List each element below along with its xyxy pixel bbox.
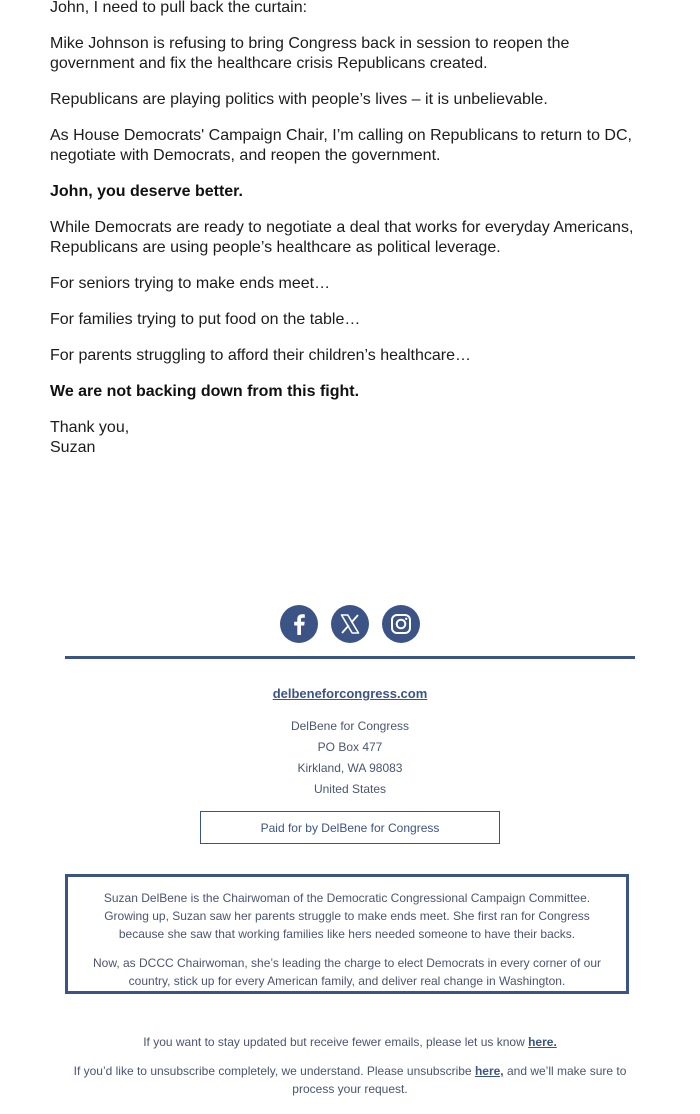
facebook-icon[interactable]	[280, 605, 318, 643]
email-paragraph: For seniors trying to make ends meet…	[50, 275, 331, 292]
bio-paragraph: Now, as DCCC Chairwoman, she’s leading the charge to elect Democrats in every corner of our country, stick up for every American family, and deliver real change in Washington.	[92, 956, 601, 988]
email-paragraph: For parents struggling to afford their children’s healthcare…	[50, 347, 471, 364]
email-paragraph-bold: We are not backing down from this fight.	[50, 383, 360, 400]
unsubscribe-note	[65, 1062, 635, 1098]
website-link[interactable]: delbeneforcongress.com	[272, 686, 428, 701]
address-line: PO Box 477	[317, 740, 383, 754]
email-paragraph: As House Democrats' Campaign Chair, I’m calling on Republicans to return to DC, negotiate with Democrats, and reopen the government.	[50, 127, 632, 164]
email-paragraph: John, I need to pull back the curtain:	[50, 0, 308, 16]
social-links	[0, 605, 700, 643]
email-paragraph-bold: John, you deserve better.	[50, 183, 243, 200]
unsubscribe-text-after: and we’ll make sure to process your request.	[292, 1064, 627, 1096]
bio-box	[65, 874, 629, 994]
bio-paragraph: Suzan DelBene is the Chairwoman of the Democratic Congressional Campaign Committee. Growing up, Suzan saw her parents struggle to make ends meet. She first ran for Congress because she saw that working families like hers needed someone to have their backs.	[103, 891, 591, 941]
address-line: United States	[313, 782, 387, 796]
fewer-emails-link[interactable]: here.	[528, 1035, 557, 1049]
email-paragraph: For families trying to put food on the table…	[50, 311, 361, 328]
signoff-line: Thank you,	[50, 419, 130, 436]
paid-for-disclaimer: Paid for by DelBene for Congress	[200, 811, 500, 844]
signature: Suzan	[50, 439, 96, 456]
email-paragraph: Mike Johnson is refusing to bring Congress back in session to reopen the government and fix the healthcare crisis Republicans created.	[50, 35, 570, 72]
address-line: Kirkland, WA 98083	[297, 761, 403, 775]
mailing-address	[0, 716, 700, 800]
address-line: DelBene for Congress	[290, 719, 410, 733]
email-body	[50, 0, 650, 458]
fewer-emails-note	[0, 1033, 700, 1051]
instagram-icon[interactable]	[382, 605, 420, 643]
fewer-emails-text: If you want to stay updated but receive fewer emails, please let us know	[143, 1035, 525, 1049]
email-paragraph: While Democrats are ready to negotiate a deal that works for everyday Americans, Republicans are using people’s healthcare as political leverage.	[50, 219, 634, 256]
email-preferences	[0, 1033, 700, 1098]
x-icon[interactable]	[331, 605, 369, 643]
unsubscribe-text: If you’d like to unsubscribe completely, we understand. Please unsubscribe	[73, 1064, 472, 1078]
unsubscribe-link[interactable]: here,	[474, 1064, 504, 1078]
email-paragraph: Republicans are playing politics with people’s lives – it is unbelievable.	[50, 91, 548, 108]
footer-divider	[65, 656, 635, 659]
signoff	[50, 418, 650, 458]
